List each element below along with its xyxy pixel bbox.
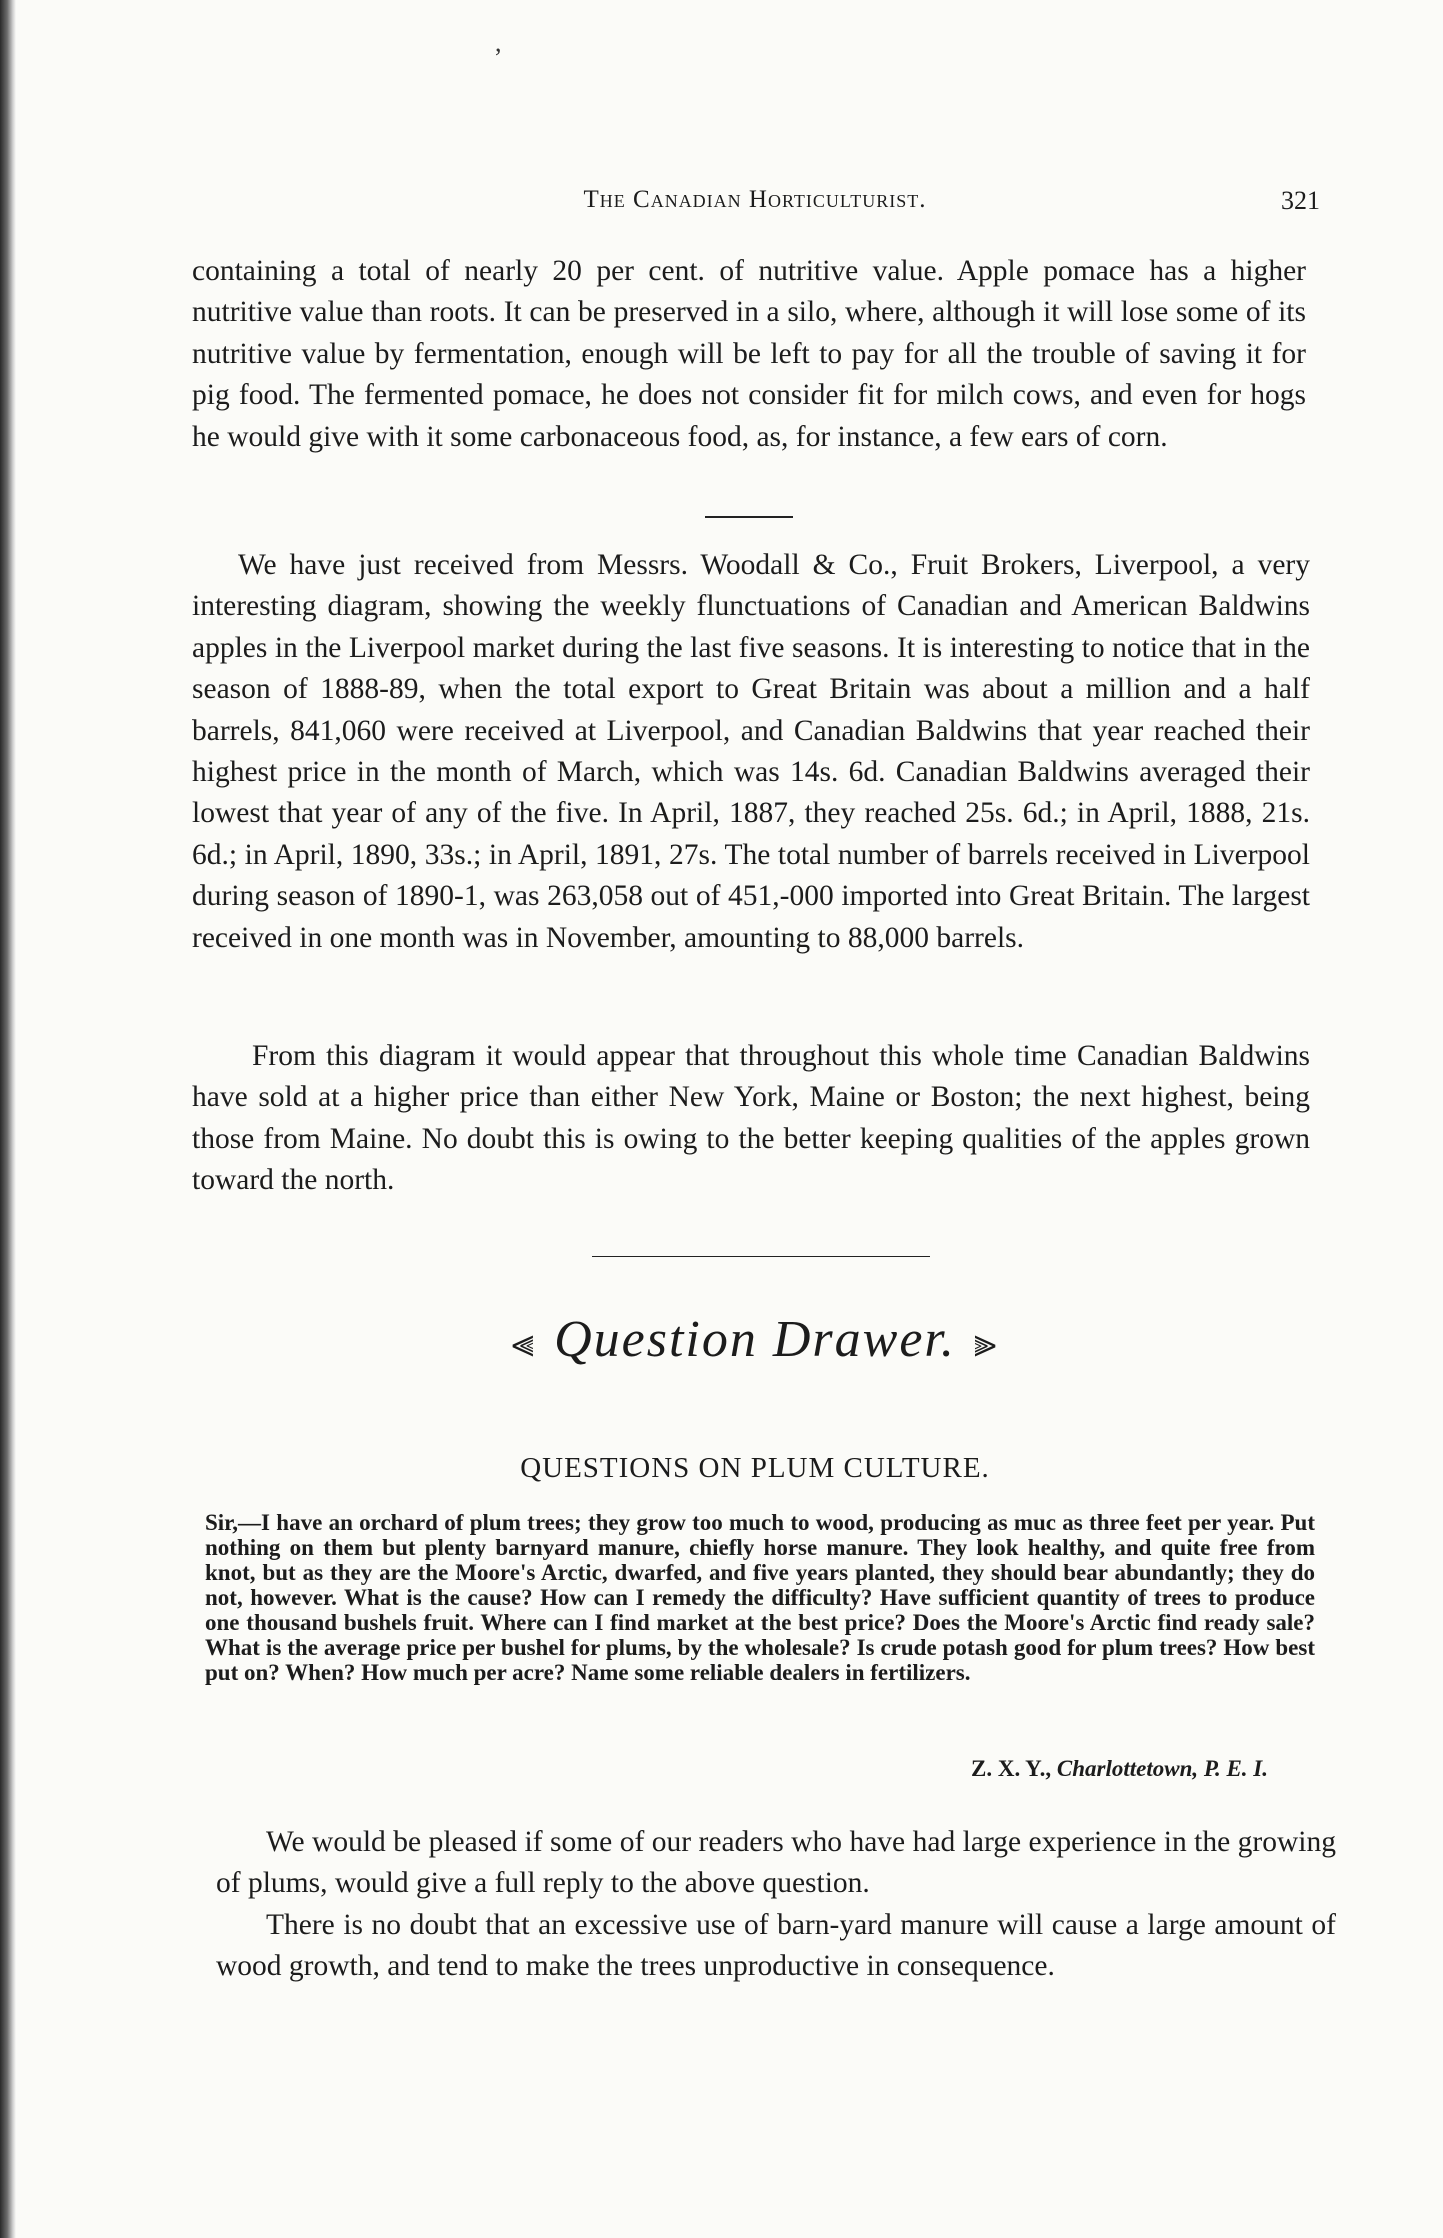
ink-speck: ,	[495, 28, 502, 57]
running-title: The Canadian Horticulturist.	[583, 186, 927, 213]
page-header	[190, 186, 1320, 226]
section-heading: QUESTIONS ON PLUM CULTURE.	[520, 1452, 990, 1484]
paragraph-baldwins-conclusion: From this diagram it would appear that throughout this whole time Canadian Baldwins have sold at a higher price than either New York, Maine or Boston; the next highest, being those from Maine. No doubt this is owing to the better keeping qualities of the apples grown toward the north.	[192, 1040, 1310, 1197]
question-drawer-text: Question Drawer.	[554, 1311, 956, 1368]
reader-letter: Sir,—I have an orchard of plum trees; they grow too much to wood, producing as muc as three feet per year. Put nothing on them but plenty barnyard manure, chiefly horse manure. They look healthy, and quite free from knot, but as they are the Moore's Arctic, dwarfed, and five years planted, they should bear abundantly; they do not, however. What is the cause? How can I remedy the difficulty? Have sufficient quantity of trees to produce one thousand bushels fruit. Where can I find market at the best price? Does the Moore's Arctic find ready sale? What is the average price per bushel for plums, by the wholesale? Is crude potash good for plum trees? How best put on? When? How much per acre? Name some reliable dealers in fertilizers.	[205, 1510, 1315, 1685]
short-divider	[705, 516, 793, 518]
signature-place: Charlottetown, P. E. I.	[1056, 1756, 1268, 1781]
question-drawer-title	[190, 1310, 1320, 1369]
book-binding-edge	[0, 0, 16, 2238]
reply-paragraph-2: There is no doubt that an excessive use of barn-yard manure will cause a large amount of wood growth, and tend to make the trees unproductive in consequence.	[216, 1909, 1336, 1983]
reply-paragraph-1: We would be pleased if some of our readers who have had large experience in the growing of plums, would give a full reply to the above question.	[216, 1826, 1336, 1900]
paragraph-pomace: containing a total of nearly 20 per cent. of nutritive value. Apple pomace has a higher nutritive value than roots. It can be preserved in a silo, where, although it will lose some of its nutritive value by fermentation, enough will be left to pay for all the trouble of saving it for pig food. The fermented pomace, he does not consider fit for milch cows, and even for hogs he would give with it some carbonaceous food, as, for instance, a few ears of corn.	[192, 255, 1306, 453]
right-ornament-icon: ⫸	[973, 1320, 999, 1365]
page-number: 321	[1281, 186, 1320, 215]
letter-signature	[971, 1756, 1268, 1782]
signature-initials: Z. X. Y.,	[971, 1756, 1052, 1781]
left-ornament-icon: ⫷	[511, 1320, 537, 1365]
paragraph-woodall-diagram: We have just received from Messrs. Woodall & Co., Fruit Brokers, Liverpool, a very interesting diagram, showing the weekly flunctuations of Canadian and American Baldwins apples in the Liverpool market during the last five seasons. It is interesting to notice that in the season of 1888-89, when the total export to Great Britain was about a million and a half barrels, 841,060 were received at Liverpool, and Canadian Baldwins that year reached their highest price in the month of March, which was 14s. 6d. Canadian Baldwins averaged their lowest that year of any of the five. In April, 1887, they reached 25s. 6d.; in April, 1888, 21s. 6d.; in April, 1890, 33s.; in April, 1891, 27s. The total number of barrels received in Liverpool during season of 1890-1, was 263,058 out of 451,-000 imported into Great Britain. The largest received in one month was in November, amounting to 88,000 barrels.	[192, 549, 1310, 954]
section-divider	[592, 1256, 930, 1257]
